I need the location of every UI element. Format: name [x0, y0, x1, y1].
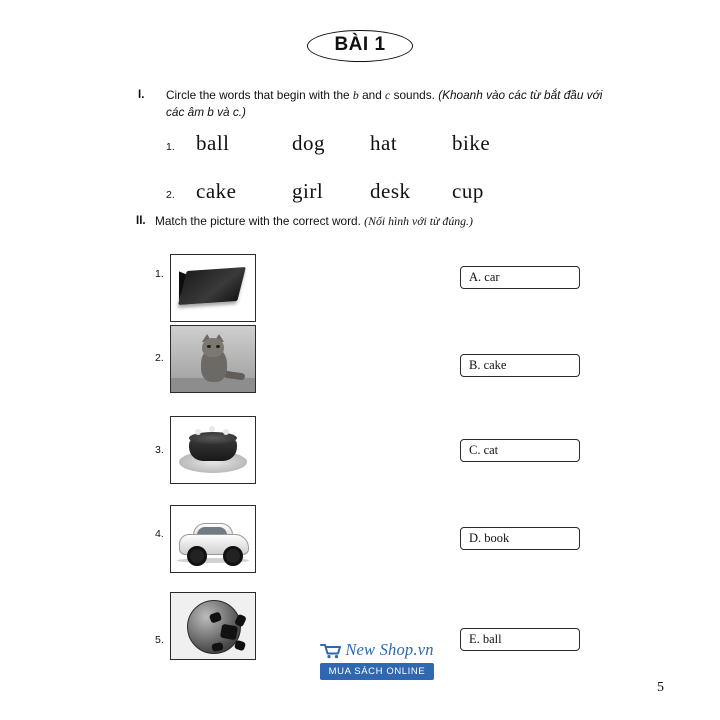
word-option[interactable]: desk — [370, 179, 411, 203]
ball-patch — [220, 624, 238, 641]
page-title: BÀI 1 — [307, 30, 412, 62]
answer-option-e[interactable]: E. ball — [460, 628, 580, 651]
ball-patch — [211, 642, 223, 652]
exercise-1-instruction-mid: and — [358, 88, 386, 102]
watermark — [307, 640, 447, 680]
answer-option-d[interactable]: D. book — [460, 527, 580, 550]
exercise-2-number: II. — [136, 215, 146, 227]
page-title-container — [0, 30, 720, 62]
ball-patch — [209, 611, 222, 623]
exercise-1-instruction — [166, 87, 618, 121]
cake-decoration-icon — [223, 429, 229, 435]
answer-option-a[interactable]: A. car — [460, 266, 580, 289]
match-item-number: 5. — [155, 634, 164, 646]
exercise-1-row-2 — [166, 179, 636, 204]
book-cover-icon — [178, 267, 246, 305]
car-illustration — [171, 506, 255, 572]
car-wheel-icon — [187, 546, 207, 566]
car-wheel-icon — [223, 546, 243, 566]
word-option[interactable]: dog — [292, 131, 325, 155]
exercise-1-instruction-suffix: sounds. — [390, 88, 435, 102]
picture-book[interactable] — [170, 254, 256, 322]
watermark-tagline: MUA SÁCH ONLINE — [320, 663, 434, 680]
word-option[interactable]: bike — [452, 131, 491, 155]
picture-ball[interactable] — [170, 592, 256, 660]
picture-car[interactable] — [170, 505, 256, 573]
exercise-1-letter-c: c — [385, 88, 391, 102]
word-option[interactable]: cup — [452, 179, 484, 203]
book-illustration — [171, 255, 255, 321]
shopping-cart-icon — [320, 642, 341, 659]
answer-option-b[interactable]: B. cake — [460, 354, 580, 377]
cake-decoration-icon — [209, 426, 215, 432]
exercise-1-letter-b: b — [352, 88, 359, 102]
picture-cake[interactable] — [170, 416, 256, 484]
match-item-number: 4. — [155, 528, 164, 540]
exercise-1-row-1 — [166, 131, 636, 156]
word-option[interactable]: ball — [196, 131, 230, 155]
exercise-2-instruction — [155, 214, 625, 229]
cake-decoration-icon — [195, 429, 201, 435]
match-item-number: 2. — [155, 352, 164, 364]
picture-cat[interactable] — [170, 325, 256, 393]
row-number: 2. — [166, 189, 175, 201]
ball-illustration — [171, 593, 255, 659]
cake-illustration — [171, 417, 255, 483]
exercise-1-instruction-vi: (Khoanh vào các từ bắt đầu với các âm b và c.) — [166, 88, 603, 120]
watermark-logo — [307, 640, 447, 660]
cat-eye-right-icon — [216, 345, 220, 348]
cat-head-icon — [202, 338, 224, 357]
ball-icon — [187, 600, 241, 654]
exercise-2-instruction-en: Match the picture with the correct word. — [155, 214, 361, 228]
match-item-number: 1. — [155, 268, 164, 280]
watermark-brand: New Shop.vn — [345, 640, 434, 659]
exercise-2-instruction-vi: (Nối hình với từ đúng.) — [364, 214, 473, 228]
cat-eye-left-icon — [207, 345, 211, 348]
row-number: 1. — [166, 141, 175, 153]
word-option[interactable]: girl — [292, 179, 324, 203]
word-option[interactable]: cake — [196, 179, 237, 203]
word-option[interactable]: hat — [370, 131, 398, 155]
page-number: 5 — [657, 680, 664, 695]
exercise-1-instruction-prefix: Circle the words that begin with the — [166, 88, 353, 102]
match-item-number: 3. — [155, 444, 164, 456]
cat-illustration — [171, 326, 255, 392]
answer-option-c[interactable]: C. cat — [460, 439, 580, 462]
exercise-1-number: I. — [138, 89, 145, 101]
